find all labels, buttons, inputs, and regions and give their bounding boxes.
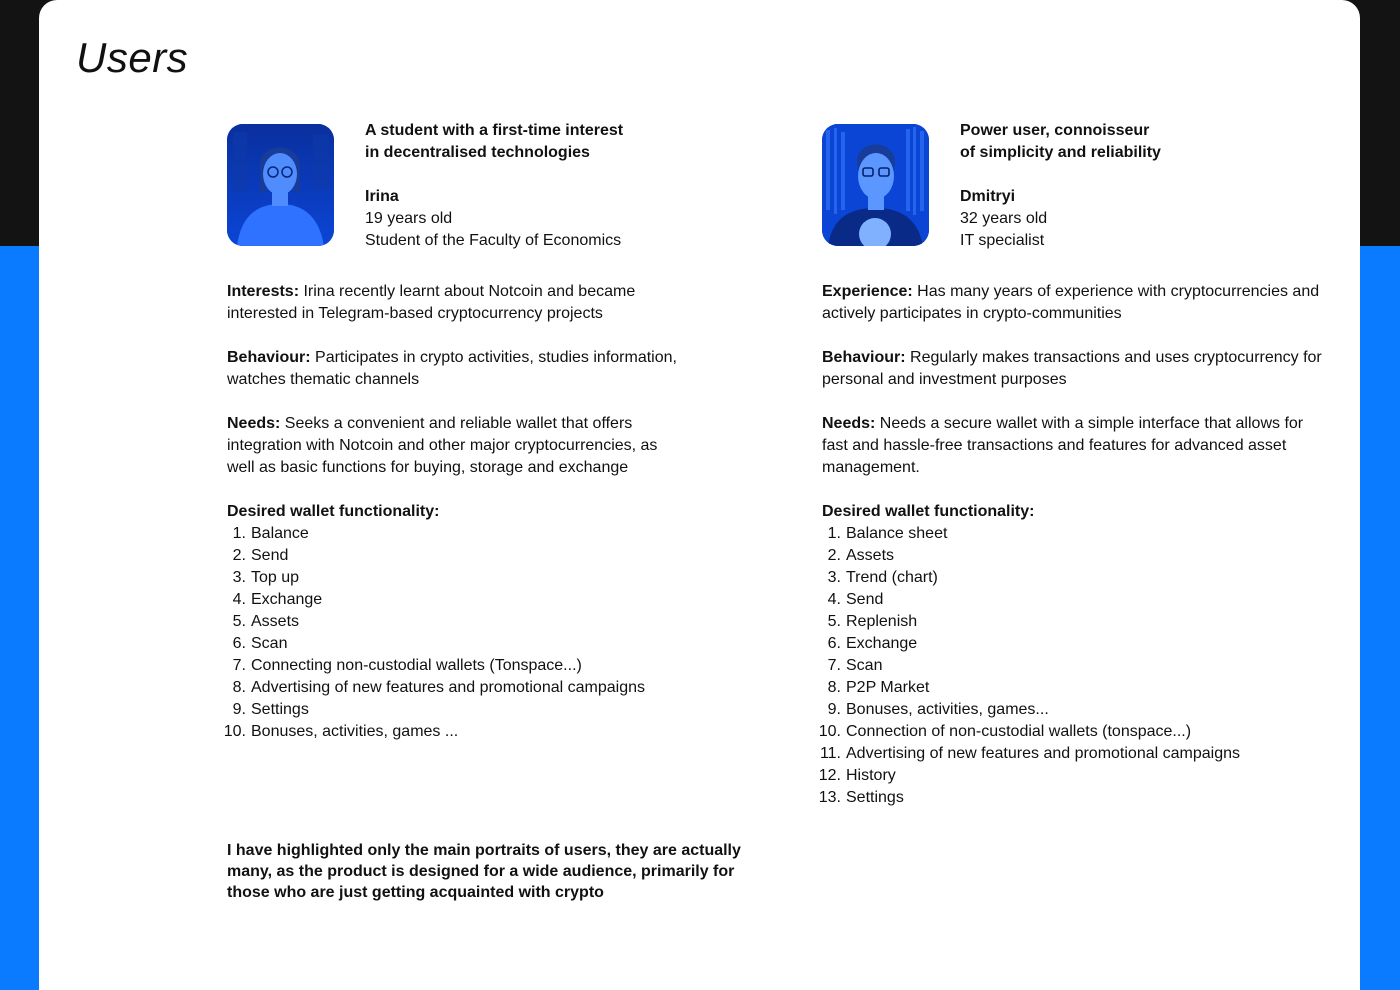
list-number: 7. bbox=[232, 657, 246, 674]
interests-paragraph: Interests: Irina recently learnt about Notcoin and became interested in Telegram-based cryptocurrency projects bbox=[227, 283, 636, 322]
list-number: 10. bbox=[223, 723, 246, 740]
functionality-item bbox=[822, 523, 1322, 545]
functionality-item-label: Send bbox=[846, 591, 884, 608]
list-number: 13. bbox=[818, 789, 841, 806]
persona-headline: Power user, connoisseur bbox=[960, 122, 1150, 139]
functionality-item-label: P2P Market bbox=[846, 679, 930, 696]
persona-headline: of simplicity and reliability bbox=[960, 144, 1161, 161]
functionality-item bbox=[822, 677, 1322, 699]
list-number: 1. bbox=[232, 525, 246, 542]
functionality-item bbox=[818, 765, 1322, 787]
functionality-item bbox=[822, 611, 1322, 633]
functionality-item-label: Scan bbox=[251, 635, 288, 652]
persona-headline: A student with a first-time interest bbox=[365, 122, 624, 139]
functionality-item bbox=[227, 523, 687, 545]
functionality-item-label: Replenish bbox=[846, 613, 918, 630]
functionality-list bbox=[818, 523, 1322, 809]
content-card bbox=[39, 0, 1360, 990]
list-number: 2. bbox=[827, 547, 841, 564]
functionality-item-label: Connection of non-custodial wallets (tonspace...) bbox=[846, 723, 1192, 740]
list-number: 9. bbox=[232, 701, 246, 718]
needs-paragraph: Needs: Needs a secure wallet with a simple interface that allows for fast and hassle-free transactions and features for advanced asset management. bbox=[822, 415, 1304, 476]
functionality-item bbox=[227, 655, 687, 677]
functionality-item bbox=[227, 589, 687, 611]
functionality-list bbox=[223, 523, 687, 743]
functionality-item-label: Send bbox=[251, 547, 289, 564]
behaviour-paragraph: Behaviour: Regularly makes transactions and uses cryptocurrency for personal and investment purposes bbox=[822, 349, 1322, 388]
functionality-item-label: Advertising of new features and promotional campaigns bbox=[251, 679, 645, 696]
list-number: 11. bbox=[819, 745, 841, 762]
functionality-item bbox=[227, 633, 687, 655]
functionality-item bbox=[818, 721, 1322, 743]
functionality-item-label: Balance sheet bbox=[846, 525, 948, 542]
functionality-item-label: Top up bbox=[251, 569, 300, 586]
list-number: 5. bbox=[827, 613, 841, 630]
functionality-item-label: Scan bbox=[846, 657, 883, 674]
list-number: 8. bbox=[232, 679, 246, 696]
functionality-item bbox=[822, 589, 1322, 611]
functionality-item-label: Assets bbox=[846, 547, 895, 564]
functionality-item-label: Assets bbox=[251, 613, 300, 630]
persona-name: Irina bbox=[365, 188, 399, 205]
list-number: 2. bbox=[232, 547, 246, 564]
functionality-item-label: Connecting non-custodial wallets (Tonspace...) bbox=[251, 657, 582, 674]
footnote: I have highlighted only the main portraits of users, they are actually many, as the product is designed for a wide audience, primarily for those who are just getting acquainted with crypto bbox=[227, 842, 741, 901]
needs-paragraph: Needs: Seeks a convenient and reliable wallet that offers integration with Notcoin and other major cryptocurrencies, as well as basic functions for buying, storage and exchange bbox=[227, 415, 658, 476]
functionality-item bbox=[227, 699, 687, 721]
functionality-item bbox=[818, 787, 1322, 809]
persona-occupation: IT specialist bbox=[960, 232, 1045, 249]
functionality-item-label: Exchange bbox=[251, 591, 323, 608]
functionality-item-label: Bonuses, activities, games... bbox=[846, 701, 1049, 718]
list-number: 7. bbox=[827, 657, 841, 674]
page-title: Users bbox=[76, 34, 189, 81]
list-number: 6. bbox=[232, 635, 246, 652]
functionality-item bbox=[822, 567, 1322, 589]
functionality-item bbox=[223, 721, 687, 743]
persona-occupation: Student of the Faculty of Economics bbox=[365, 232, 622, 249]
functionality-item-label: Bonuses, activities, games ... bbox=[251, 723, 459, 740]
persona-details-irina bbox=[223, 281, 687, 743]
behaviour-paragraph: Behaviour: Participates in crypto activities, studies information, watches thematic channels bbox=[227, 349, 677, 388]
functionality-item-label: Trend (chart) bbox=[846, 569, 938, 586]
list-number: 10. bbox=[818, 723, 841, 740]
list-number: 4. bbox=[232, 591, 246, 608]
list-number: 12. bbox=[818, 767, 841, 784]
functionality-item bbox=[227, 677, 687, 699]
persona-name: Dmitryi bbox=[960, 188, 1016, 205]
persona-header-dmitryi bbox=[960, 120, 1161, 252]
functionality-item bbox=[822, 545, 1322, 567]
persona-age: 32 years old bbox=[960, 210, 1048, 227]
functionality-item bbox=[822, 655, 1322, 677]
functionality-item-label: Settings bbox=[846, 789, 904, 806]
functionality-item bbox=[227, 611, 687, 633]
avatar-photo-irina bbox=[227, 124, 334, 246]
functionality-heading: Desired wallet functionality: bbox=[227, 503, 440, 520]
list-number: 8. bbox=[827, 679, 841, 696]
persona-header-irina bbox=[365, 120, 623, 252]
list-number: 3. bbox=[232, 569, 246, 586]
avatar-photo-dmitryi bbox=[822, 124, 929, 246]
experience-paragraph: Experience: Has many years of experience with cryptocurrencies and actively participates in crypto-communities bbox=[822, 283, 1320, 322]
persona-details-dmitryi bbox=[818, 281, 1322, 809]
list-number: 4. bbox=[827, 591, 841, 608]
functionality-item bbox=[822, 699, 1322, 721]
functionality-heading: Desired wallet functionality: bbox=[822, 503, 1035, 520]
functionality-item bbox=[822, 633, 1322, 655]
functionality-item-label: Balance bbox=[251, 525, 309, 542]
persona-headline: in decentralised technologies bbox=[365, 144, 590, 161]
list-number: 9. bbox=[827, 701, 841, 718]
list-number: 6. bbox=[827, 635, 841, 652]
functionality-item-label: Exchange bbox=[846, 635, 918, 652]
functionality-item bbox=[227, 567, 687, 589]
functionality-item bbox=[227, 545, 687, 567]
persona-age: 19 years old bbox=[365, 210, 453, 227]
list-number: 5. bbox=[232, 613, 246, 630]
functionality-item-label: Advertising of new features and promotional campaigns bbox=[846, 745, 1240, 762]
functionality-item-label: History bbox=[846, 767, 896, 784]
list-number: 1. bbox=[827, 525, 841, 542]
functionality-item bbox=[819, 743, 1322, 765]
list-number: 3. bbox=[827, 569, 841, 586]
functionality-item-label: Settings bbox=[251, 701, 309, 718]
